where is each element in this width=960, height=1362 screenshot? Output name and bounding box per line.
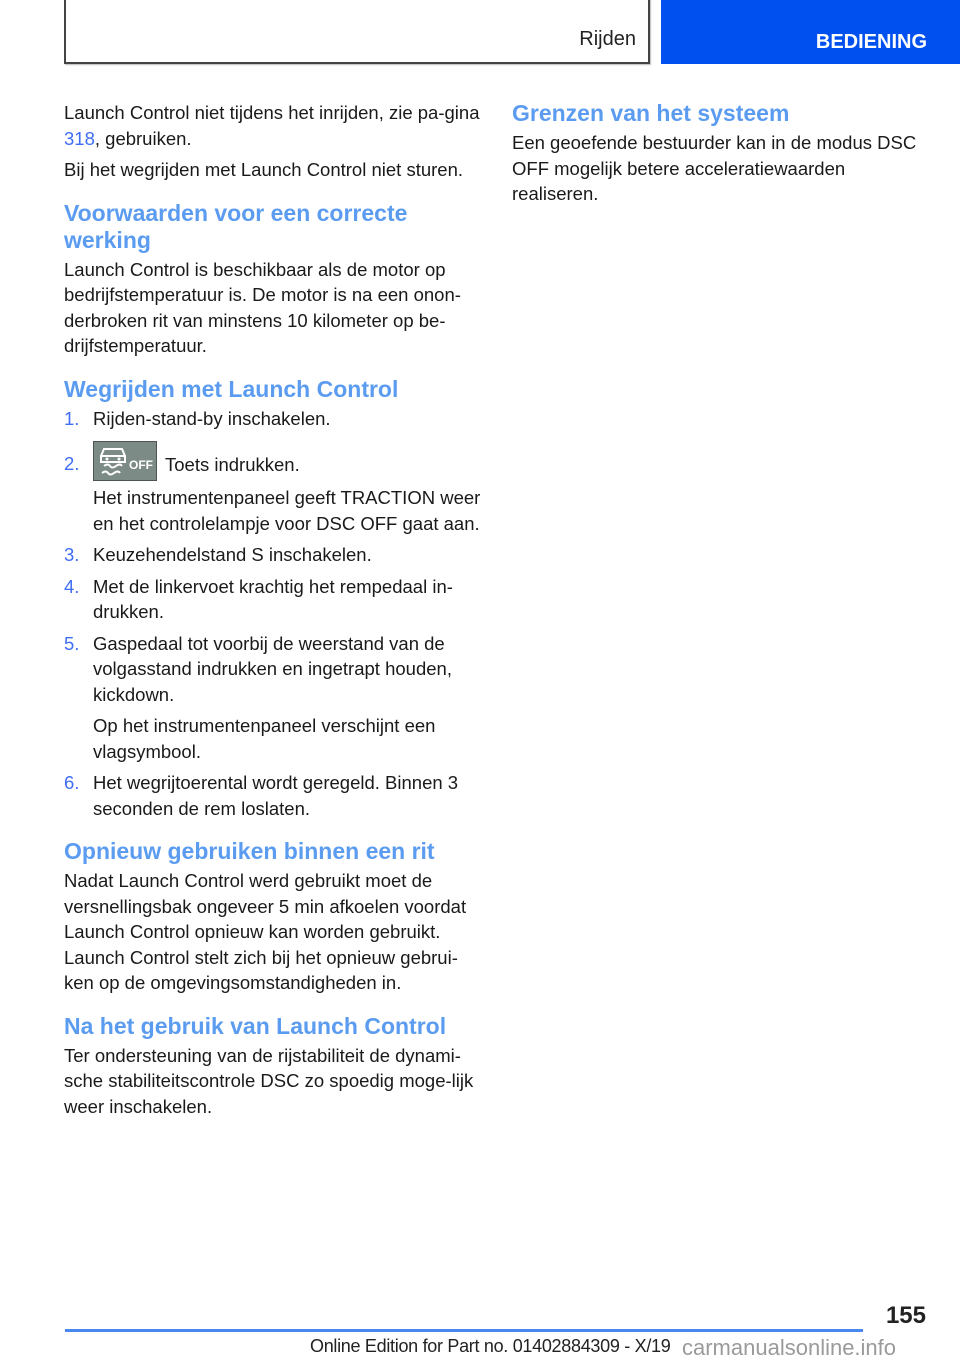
- step-number: 1.: [64, 407, 80, 429]
- steps-list: [64, 406, 484, 822]
- header-chapter: Rijden: [579, 28, 636, 50]
- section-title: Opnieuw gebruiken binnen een rit: [64, 838, 435, 864]
- step-number: 4.: [64, 575, 80, 597]
- step-number: 2.: [64, 453, 80, 474]
- step-text: Toets indrukken.: [165, 454, 300, 475]
- step-number: 5.: [64, 632, 80, 654]
- right-column: [512, 100, 932, 213]
- dsc-off-button-icon: [93, 441, 157, 481]
- page-reference-link[interactable]: 318: [64, 127, 95, 149]
- step-1: [64, 406, 484, 432]
- step-number: 6.: [64, 772, 80, 793]
- section-wegrijden: [64, 376, 484, 822]
- section-title: Voorwaarden voor een correcte werking: [64, 199, 408, 253]
- section-na-gebruik: [64, 1013, 484, 1120]
- step-text: Gaspedaal tot voorbij de weerstand van de volgasstand indrukken en ingetrapt houden, kickdown.: [93, 632, 452, 705]
- intro-paragraph-2: Bij het wegrijden met Launch Control niet sturen.: [64, 159, 463, 180]
- traction-car-icon: [98, 445, 128, 477]
- intro-paragraph-1: [64, 100, 484, 151]
- step-text: Met de linkervoet krachtig het rempedaal in-drukken.: [93, 575, 453, 622]
- page-number: 155: [885, 1302, 926, 1329]
- watermark-text: carmanualsonline.info: [682, 1335, 897, 1360]
- step-4: [64, 574, 484, 625]
- step-6: [64, 770, 484, 821]
- section-body: Nadat Launch Control werd gebruikt moet de versnellingsbak ongeveer 5 min afkoelen voordat Launch Control opnieuw kan worden gebruikt. Launch Control stelt zich bij het opnieuw gebrui-ken op de omgevingsomstandigheden in.: [64, 870, 467, 993]
- section-voorwaarden: [64, 200, 484, 359]
- step-text: Keuzehendelstand S inschakelen.: [93, 544, 372, 565]
- section-body-grenzen: Een geoefende bestuurder kan in de modus DSC OFF mogelijk betere acceleratiewaarden realiseren.: [512, 132, 917, 204]
- step-2: [64, 441, 484, 536]
- step-subtext: Het instrumentenpaneel geeft TRACTION weer en het controlelampje voor DSC OFF gaat aan.: [93, 487, 481, 534]
- section-title-grenzen: Grenzen van het systeem: [512, 100, 790, 126]
- header-chapter-box: [64, 0, 650, 64]
- intro-text: Launch Control niet tijdens het inrijden, zie pa-gina: [64, 102, 480, 123]
- step-5: [64, 631, 484, 765]
- section-opnieuw-gebruiken: [64, 838, 484, 996]
- header-section-tab: [661, 0, 960, 64]
- section-body: Launch Control is beschikbaar als de motor op bedrijfstemperatuur is. De motor is na een onon-derbroken rit van minstens 10 kilometer op be-drijfstemperatuur.: [64, 258, 461, 356]
- left-column: [64, 100, 484, 1125]
- step-text: Rijden-stand-by inschakelen.: [93, 407, 331, 429]
- step-number: 3.: [64, 544, 80, 565]
- step-subtext: Op het instrumentenpaneel verschijnt een vlagsymbool.: [93, 715, 436, 762]
- off-label: OFF: [129, 458, 153, 472]
- footer-divider: [65, 1329, 863, 1332]
- edition-text: Online Edition for Part no. 01402884309 - X/19: [310, 1336, 671, 1356]
- header-section: BEDIENING: [815, 31, 927, 53]
- intro-text-end: , gebruiken.: [94, 127, 192, 149]
- section-title: Na het gebruik van Launch Control: [64, 1012, 447, 1039]
- step-3: [64, 542, 484, 568]
- section-body: Ter ondersteuning van de rijstabiliteit de dynami-sche stabiliteitscontrole DSC zo spoedig moge-lijk weer inschakelen.: [64, 1044, 474, 1117]
- step-text: Het wegrijtoerental wordt geregeld. Binnen 3 seconden de rem loslaten.: [93, 772, 459, 819]
- section-title: Wegrijden met Launch Control: [64, 375, 399, 402]
